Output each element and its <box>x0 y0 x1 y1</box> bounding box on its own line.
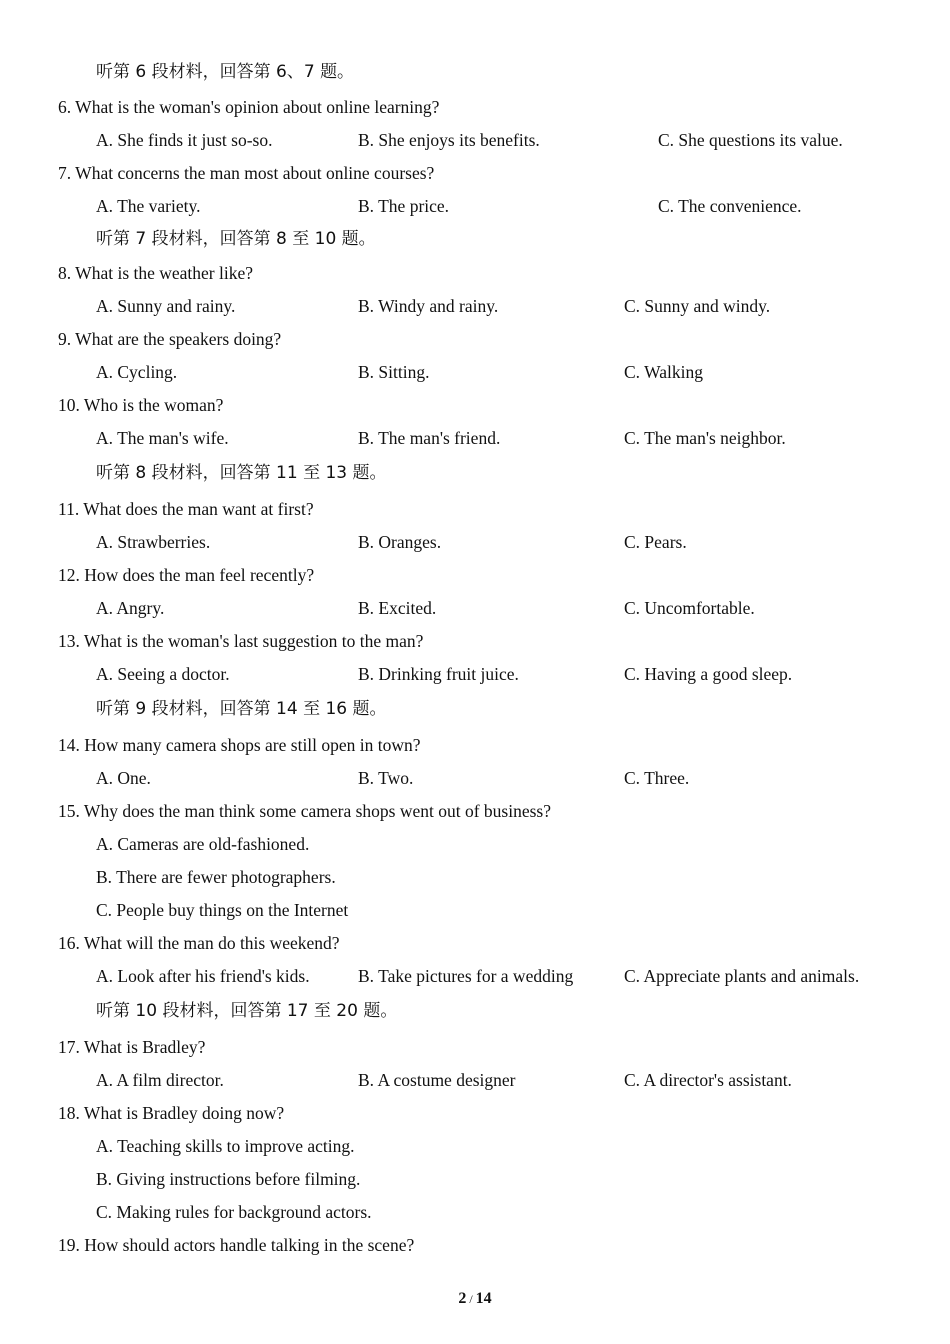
q16-option-b: B. Take pictures for a wedding <box>358 966 574 986</box>
q10-option-b: B. The man's friend. <box>358 428 501 448</box>
q17-option-c: C. A director's assistant. <box>624 1070 792 1090</box>
question-12: 12. How does the man feel recently? <box>58 565 315 585</box>
q13-option-c: C. Having a good sleep. <box>624 664 793 684</box>
q11-option-b: B. Oranges. <box>358 532 442 552</box>
question-15: 15. Why does the man think some camera shops went out of business? <box>58 801 551 821</box>
q18-option-c: C. Making rules for background actors. <box>96 1202 372 1222</box>
q18-option-b: B. Giving instructions before filming. <box>96 1169 361 1189</box>
section-heading: 听第 7 段材料，回答第 8 至 10 题。 <box>96 229 376 249</box>
q6-option-a: A. She finds it just so-so. <box>96 130 273 150</box>
q12-option-c: C. Uncomfortable. <box>624 598 755 618</box>
question-18: 18. What is Bradley doing now? <box>58 1103 285 1123</box>
q8-option-a: A. Sunny and rainy. <box>96 296 236 316</box>
section-heading: 听第 9 段材料，回答第 14 至 16 题。 <box>96 699 387 719</box>
question-6: 6. What is the woman's opinion about online learning? <box>58 97 440 117</box>
question-16: 16. What will the man do this weekend? <box>58 933 340 953</box>
question-7: 7. What concerns the man most about online courses? <box>58 163 435 183</box>
question-14: 14. How many camera shops are still open in town? <box>58 735 421 755</box>
q13-option-b: B. Drinking fruit juice. <box>358 664 519 684</box>
question-19: 19. How should actors handle talking in the scene? <box>58 1235 415 1255</box>
q11-option-a: A. Strawberries. <box>96 532 211 552</box>
section-heading: 听第 8 段材料，回答第 11 至 13 题。 <box>96 463 387 483</box>
q14-option-a: A. One. <box>96 768 151 788</box>
question-13: 13. What is the woman's last suggestion to the man? <box>58 631 424 651</box>
section-heading: 听第 10 段材料，回答第 17 至 20 题。 <box>96 1001 398 1021</box>
question-17: 17. What is Bradley? <box>58 1037 206 1057</box>
q13-option-a: A. Seeing a doctor. <box>96 664 230 684</box>
q14-option-b: B. Two. <box>358 768 414 788</box>
question-11: 11. What does the man want at first? <box>58 499 314 519</box>
q14-option-c: C. Three. <box>624 768 690 788</box>
page-number <box>0 1290 950 1308</box>
current-page: 2 <box>458 1290 467 1307</box>
q8-option-b: B. Windy and rainy. <box>358 296 499 316</box>
q10-option-c: C. The man's neighbor. <box>624 428 786 448</box>
q16-option-c: C. Appreciate plants and animals. <box>624 966 860 986</box>
q7-option-b: B. The price. <box>358 196 450 216</box>
q6-option-c: C. She questions its value. <box>658 130 843 150</box>
q9-option-a: A. Cycling. <box>96 362 178 382</box>
q9-option-b: B. Sitting. <box>358 362 430 382</box>
q7-option-c: C. The convenience. <box>658 196 802 216</box>
question-10: 10. Who is the woman? <box>58 395 224 415</box>
q18-option-a: A. Teaching skills to improve acting. <box>96 1136 355 1156</box>
q9-option-c: C. Walking <box>624 362 703 382</box>
q15-option-c: C. People buy things on the Internet <box>96 900 349 920</box>
question-9: 9. What are the speakers doing? <box>58 329 282 349</box>
q15-option-b: B. There are fewer photographers. <box>96 867 336 887</box>
total-pages: 14 <box>475 1290 492 1307</box>
q15-option-a: A. Cameras are old-fashioned. <box>96 834 310 854</box>
q12-option-a: A. Angry. <box>96 598 165 618</box>
q6-option-b: B. She enjoys its benefits. <box>358 130 540 150</box>
q10-option-a: A. The man's wife. <box>96 428 229 448</box>
q7-option-a: A. The variety. <box>96 196 201 216</box>
q8-option-c: C. Sunny and windy. <box>624 296 771 316</box>
section-heading: 听第 6 段材料，回答第 6、7 题。 <box>96 62 355 82</box>
q11-option-c: C. Pears. <box>624 532 687 552</box>
q16-option-a: A. Look after his friend's kids. <box>96 966 310 986</box>
q17-option-a: A. A film director. <box>96 1070 224 1090</box>
q17-option-b: B. A costume designer <box>358 1070 516 1090</box>
q12-option-b: B. Excited. <box>358 598 437 618</box>
question-8: 8. What is the weather like? <box>58 263 254 283</box>
page-separator: / <box>469 1292 473 1306</box>
